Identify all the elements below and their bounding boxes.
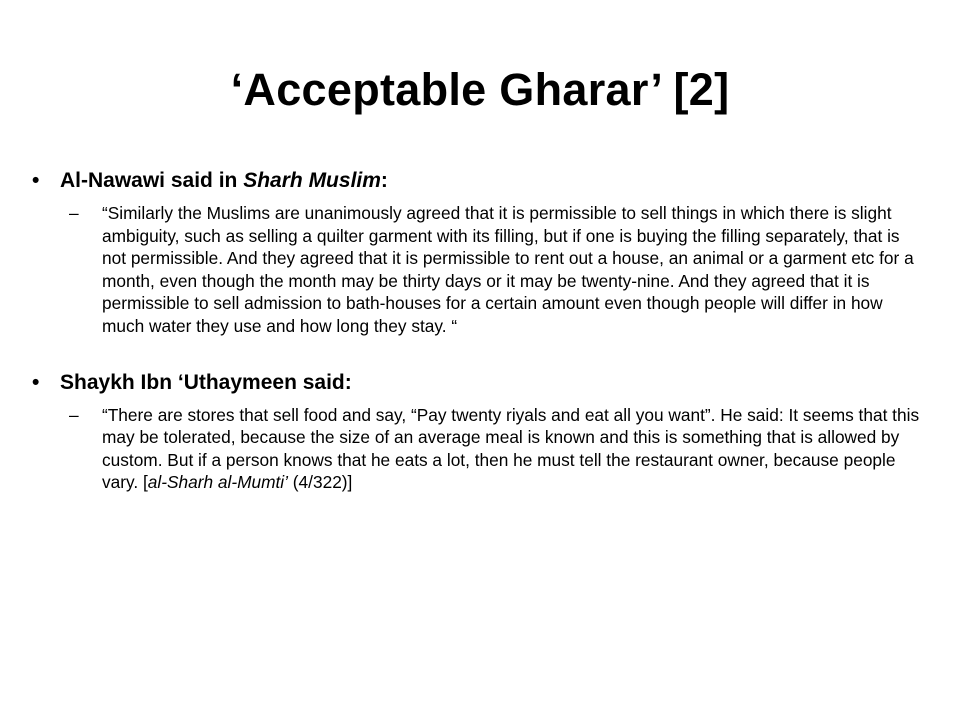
quote-text: “There are stores that sell food and say, “Pay twenty riyals and eat all you want”. He said: It seems that this may be tolerated, because the size of an average meal is known and this is something that is allowed by custom. But if a person knows that he eats a lot, then he must tell the restaurant owner, because people vary. [	[102, 404, 920, 493]
dash-icon: –	[69, 203, 79, 223]
heading-colon: :	[380, 169, 388, 192]
slide-title: ‘Acceptable Gharar’ [2]	[230, 64, 730, 115]
bullet-block-uthaymeen	[32, 368, 926, 494]
bullet-block-nawawi	[32, 166, 926, 338]
quote-citation: (4/322)]	[288, 472, 353, 493]
dash-icon: –	[69, 404, 79, 425]
bullet-icon: •	[32, 370, 40, 394]
bullet-heading-uthaymeen	[32, 368, 926, 398]
heading-text: Al-Nawawi said in	[60, 169, 244, 192]
quote-italic-source: al-Sharh al-Mumti’	[147, 472, 288, 493]
heading-text: Shaykh Ibn ‘Uthaymeen said:	[60, 370, 352, 394]
quote-text: “Similarly the Muslims are unanimously agreed that it is permissible to sell things in which there is slight ambiguity, such as selling a quilter garment with its filling, but if one is buying the filling separately, that is not permissible. And they agreed that it is permissible to rent out a house, an animal or a garment etc for a month, even though the month may be thirty days or it may be twenty-nine. And they agreed that it is permissible to sell admission to bath-houses for a certain amount even though people will differ in how much water they use and how long they stay. “	[102, 203, 914, 336]
bullet-icon: •	[32, 169, 40, 192]
bullet-heading-nawawi	[32, 166, 926, 196]
quote-uthaymeen	[69, 404, 926, 494]
slide-body	[32, 166, 926, 494]
heading-italic-source: Sharh Muslim	[243, 169, 381, 192]
quote-nawawi	[69, 202, 926, 338]
